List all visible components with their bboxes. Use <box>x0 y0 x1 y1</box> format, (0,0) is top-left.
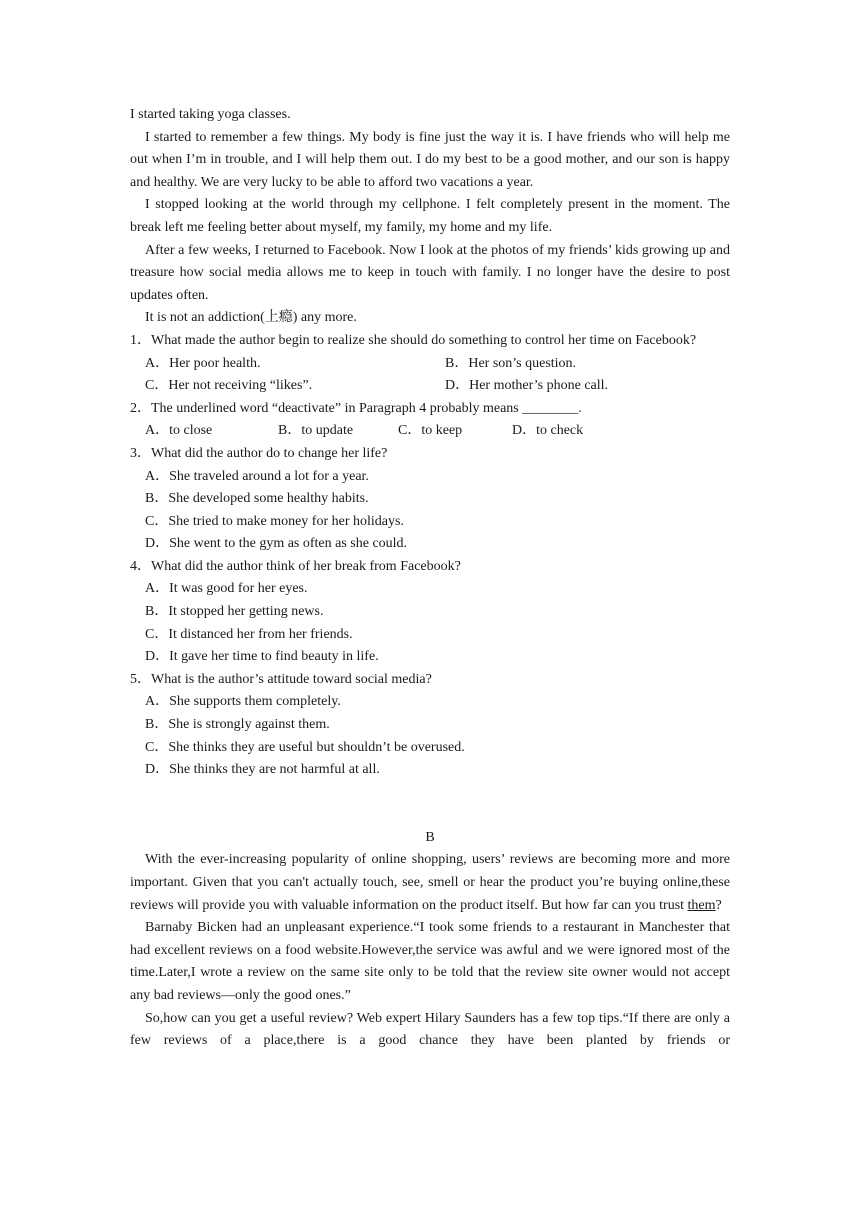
question-stem: 3．What did the author do to change her life? <box>130 445 388 461</box>
option-a[interactable]: A．to close <box>145 423 213 439</box>
question-4 <box>130 556 730 669</box>
option-d[interactable]: D．Her mother’s phone call. <box>445 378 609 394</box>
option-d[interactable]: D．to check <box>512 423 584 439</box>
question-3 <box>130 443 730 556</box>
document-page <box>130 104 730 1053</box>
underlined-word: them <box>687 897 716 913</box>
passage-a-paragraph: I stopped looking at the world through my cellphone. I felt completely present in the moment. The break left me feeling better about myself, my family, my home and my life. <box>130 197 730 235</box>
passage-a-paragraph: After a few weeks, I returned to Facebook. Now I look at the photos of my friends’ kids growing up and treasure how social media allows me to keep in touch with family. I no longer have the desire to post updates often. <box>130 242 730 303</box>
question-stem: 5．What is the author’s attitude toward social media? <box>130 671 432 687</box>
option-row <box>130 420 730 443</box>
option-d[interactable]: D．She thinks they are not harmful at all. <box>145 762 380 778</box>
option-row <box>130 375 730 398</box>
section-b-paragraph-2: Barnaby Bicken had an unpleasant experience.“I took some friends to a restaurant in Manchester that had excellent reviews on a food website.However,the service was awful and we were ignored most of the time.Later,I wrote a review on the same site only to be told that the review site owner would not accept any bad reviews—only the good ones.” <box>130 920 730 1003</box>
option-a[interactable]: A．Her poor health. <box>145 355 261 371</box>
question-stem: 4．What did the author think of her break from Facebook? <box>130 558 461 574</box>
option-c[interactable]: C．to keep <box>398 423 463 439</box>
section-b-paragraph-3: So,how can you get a useful review? Web expert Hilary Saunders has a few top tips.“If there are only a few reviews of a place,there is a good chance they have been planted by friends or <box>130 1010 730 1049</box>
paragraph-text: ? <box>715 897 722 913</box>
option-c[interactable]: C．It distanced her from her friends. <box>145 626 353 642</box>
option-b[interactable]: B．It stopped her getting news. <box>145 604 324 620</box>
option-c[interactable]: C．Her not receiving “likes”. <box>145 378 313 394</box>
option-b[interactable]: B．She developed some healthy habits. <box>145 491 369 507</box>
option-b[interactable]: B．to update <box>278 423 354 439</box>
section-b-paragraph-1 <box>130 849 730 917</box>
section-b-title: B <box>425 829 435 845</box>
option-b[interactable]: B．She is strongly against them. <box>145 717 330 733</box>
option-a[interactable]: A．It was good for her eyes. <box>145 581 308 597</box>
option-c[interactable]: C．She thinks they are useful but shouldn’t be overused. <box>145 739 465 755</box>
paragraph-text: With the ever-increasing popularity of online shopping, users’ reviews are becoming more and more important. Given that you can't actually touch, see, smell or hear the product you’re buying online,these reviews will provide you with valuable information on the product itself. But how far can you trust <box>130 852 730 913</box>
option-c[interactable]: C．She tried to make money for her holidays. <box>145 513 404 529</box>
passage-a-line: I started taking yoga classes. <box>130 107 291 122</box>
option-b[interactable]: B．Her son’s question. <box>445 355 577 371</box>
question-stem: 1．What made the author begin to realize she should do something to control her time on Facebook? <box>130 332 697 348</box>
option-d[interactable]: D．It gave her time to find beauty in life. <box>145 649 379 665</box>
passage-a-paragraph: I started to remember a few things. My body is fine just the way it is. I have friends who will help me out when I’m in trouble, and I will help them out. I do my best to be a good mother, and our son is happy and healthy. We are very lucky to be able to afford two vacations a year. <box>130 129 730 190</box>
question-stem: 2．The underlined word “deactivate” in Paragraph 4 probably means ________. <box>130 400 582 416</box>
option-d[interactable]: D．She went to the gym as often as she could. <box>145 536 408 552</box>
passage-a-paragraph: It is not an addiction(上瘾) any more. <box>145 310 357 326</box>
question-1 <box>130 330 730 398</box>
question-5 <box>130 669 730 782</box>
option-a[interactable]: A．She supports them completely. <box>145 694 341 710</box>
option-row <box>130 353 730 376</box>
option-a[interactable]: A．She traveled around a lot for a year. <box>145 468 369 484</box>
question-2 <box>130 398 730 443</box>
